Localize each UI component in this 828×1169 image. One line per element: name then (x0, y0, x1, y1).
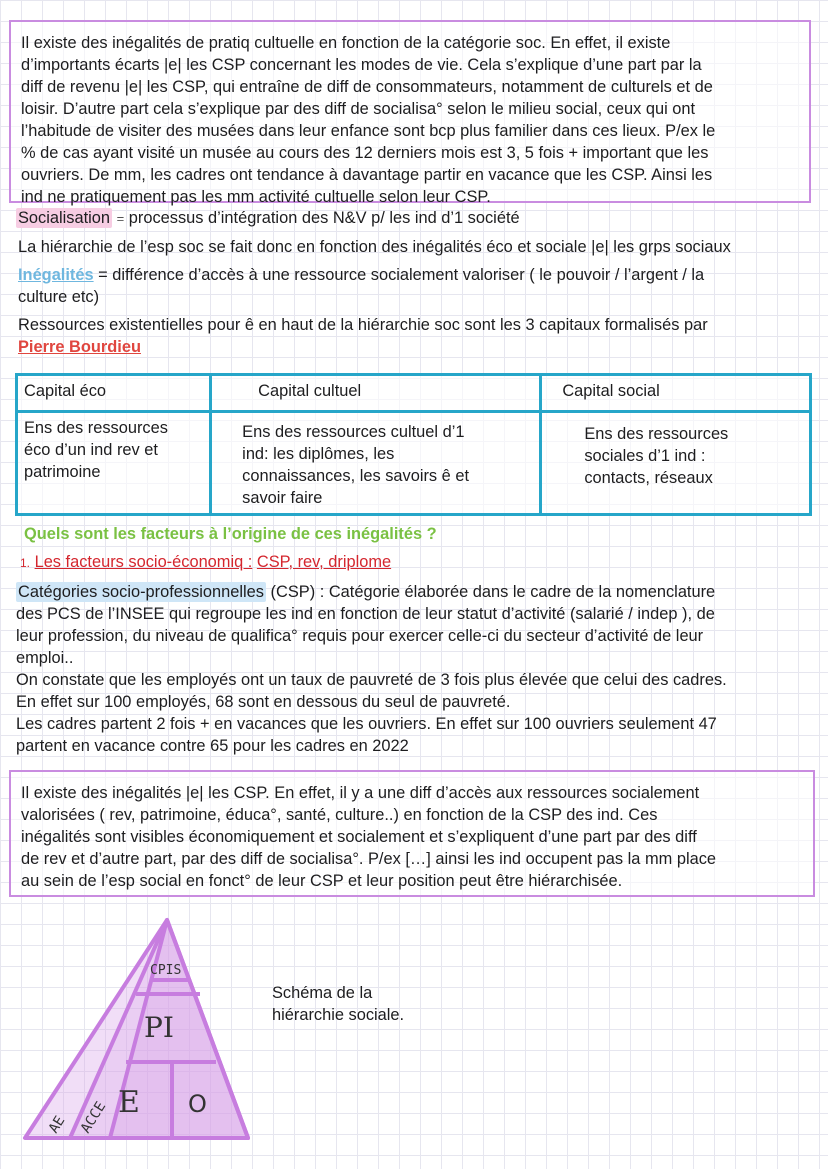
csp-line: des PCS de l’INSEE qui regroupe les ind en fonction de leur statut d’activité (salarié / indep ), de (16, 605, 715, 623)
csp-line: Les cadres partent 2 fois + en vacances que les ouvriers. En effet sur 100 ouvriers seulement 47 (16, 715, 717, 733)
socialisation-definition (16, 207, 520, 230)
box1-line: Il existe des inégalités de pratiq cultuelle en fonction de la catégorie soc. En effet, il existe (21, 34, 671, 52)
pyramid-label-e: E (118, 1085, 140, 1120)
section-subtitle: CSP, rev, driplome (256, 553, 392, 571)
section-title: Les facteurs socio-économiq : (34, 553, 253, 571)
author-name: Pierre Bourdieu (18, 338, 141, 356)
box2-line: inégalités sont visibles économiquement et socialement et s’expliquent d’une part par des diff (21, 828, 697, 846)
cell-line: éco d’un ind rev et (24, 441, 158, 459)
table-cell (541, 412, 811, 515)
pyramid-label-pi: PI (144, 1011, 174, 1044)
csp-term: Catégories socio-professionnelles (18, 583, 264, 601)
inegalites-definition (18, 264, 818, 308)
csp-paragraph (16, 581, 821, 757)
csp-line: En effet sur 100 employés, 68 sont en dessous du seul de pauvreté. (16, 693, 511, 711)
table-header: Capital éco (17, 375, 211, 412)
table-row (17, 412, 811, 515)
capitals-table (15, 373, 812, 516)
inegalites-term: Inégalités (18, 266, 94, 284)
question-heading: Quels sont les facteurs à l’origine de ces inégalités ? (24, 525, 437, 543)
table-header-row (17, 375, 811, 412)
socialisation-term: Socialisation (18, 209, 111, 227)
section-1-heading (20, 551, 391, 574)
cell-line: connaissances, les savoirs ê et (242, 467, 470, 485)
box1-line: loisir. D’autre part cela s’explique par des diff de socialisa° selon le milieu social, ceux qui ont (21, 100, 696, 118)
box2-line: de rev et d’autre part, par des diff de socialisa°. P/ex […] ainsi les ind occupent pas la mm place (21, 850, 717, 868)
cell-line: Ens des ressources cultuel d’1 (242, 423, 465, 441)
box1-line: ouvriers. De mm, les cadres ont tendance à davantage partir en vacance que les CSP. Ainsi les (21, 166, 713, 184)
table-header: Capital cultuel (211, 375, 541, 412)
pyramid-label-cpis: CPIS (150, 963, 182, 978)
equals-sign: = (116, 211, 125, 226)
ressources-line: Ressources existentielles pour ê en haut de la hiérarchie soc sont les 3 capitaux formalisés par (18, 316, 708, 334)
caption-line: hiérarchie sociale. (272, 1006, 405, 1024)
box1-line: % de cas ayant visité un musée au cours des 12 derniers mois est 3, 5 fois + important que les (21, 144, 709, 162)
table-header: Capital social (541, 375, 811, 412)
table-cell (17, 412, 211, 515)
box1-line: l’habitude de visiter des musées dans leur enfance sont bcp plus familier dans ces lieux. P/ex le (21, 122, 716, 140)
socialisation-text: processus d’intégration des N&V p/ les ind d’1 société (128, 209, 520, 227)
box1-line: diff de revenu |e| les CSP, qui entraîne de diff de consommateurs, notamment de culturels et de (21, 78, 713, 96)
csp-line: (CSP) : Catégorie élaborée dans le cadre de la nomenclature (266, 583, 716, 601)
inegalites-def-1: = différence d’accès à une ressource socialement valoriser ( le pouvoir / l’argent / la (98, 266, 705, 284)
hierarchie-line: La hiérarchie de l’esp soc se fait donc en fonction des inégalités éco et sociale |e| les grps sociaux (18, 238, 731, 256)
csp-line: emploi.. (16, 649, 74, 667)
ressources-paragraph (18, 314, 818, 358)
csp-line: partent en vacance contre 65 pour les cadres en 2022 (16, 737, 409, 755)
section-number: 1. (20, 556, 31, 570)
cell-line: Ens des ressources (24, 419, 168, 437)
cell-line: contacts, réseaux (584, 469, 713, 487)
pyramid-caption (272, 982, 404, 1026)
cell-line: ind: les diplômes, les (242, 445, 395, 463)
box2-line: au sein de l’esp social en fonct° de leur CSP et leur position peut être hiérarchisée. (21, 872, 623, 890)
inegalites-def-2: culture etc) (18, 288, 100, 306)
social-pyramid-diagram (20, 912, 260, 1147)
caption-line: Schéma de la (272, 984, 373, 1002)
pyramid-label-acce: ACCE (77, 1099, 110, 1137)
summary-box-1 (9, 20, 811, 206)
cell-line: patrimoine (24, 463, 101, 481)
cell-line: Ens des ressources (584, 425, 729, 443)
summary-box-2 (9, 770, 815, 897)
box1-line: ind ne pratiquement pas les mm activité cultuelle selon leur CSP. (21, 188, 491, 206)
pyramid-label-o: O (188, 1090, 207, 1118)
box2-line: valorisées ( rev, patrimoine, éduca°, santé, culture..) en fonction de la CSP des ind. Ces (21, 806, 658, 824)
box1-line: d’importants écarts |e| les CSP concernant les modes de vie. Cela s’explique d’une part par la (21, 56, 702, 74)
csp-line: leur profession, du niveau de qualifica° requis pour exercer celle-ci du secteur d’activité de leur (16, 627, 704, 645)
cell-line: sociales d’1 ind : (584, 447, 706, 465)
csp-line: On constate que les employés ont un taux de pauvreté de 3 fois plus élevée que celui des cadres. (16, 671, 727, 689)
pyramid-label-ae: AE (45, 1113, 69, 1137)
box2-line: Il existe des inégalités |e| les CSP. En effet, il y a une diff d’accès aux ressources socialement (21, 784, 700, 802)
cell-line: savoir faire (242, 489, 323, 507)
table-cell (211, 412, 541, 515)
